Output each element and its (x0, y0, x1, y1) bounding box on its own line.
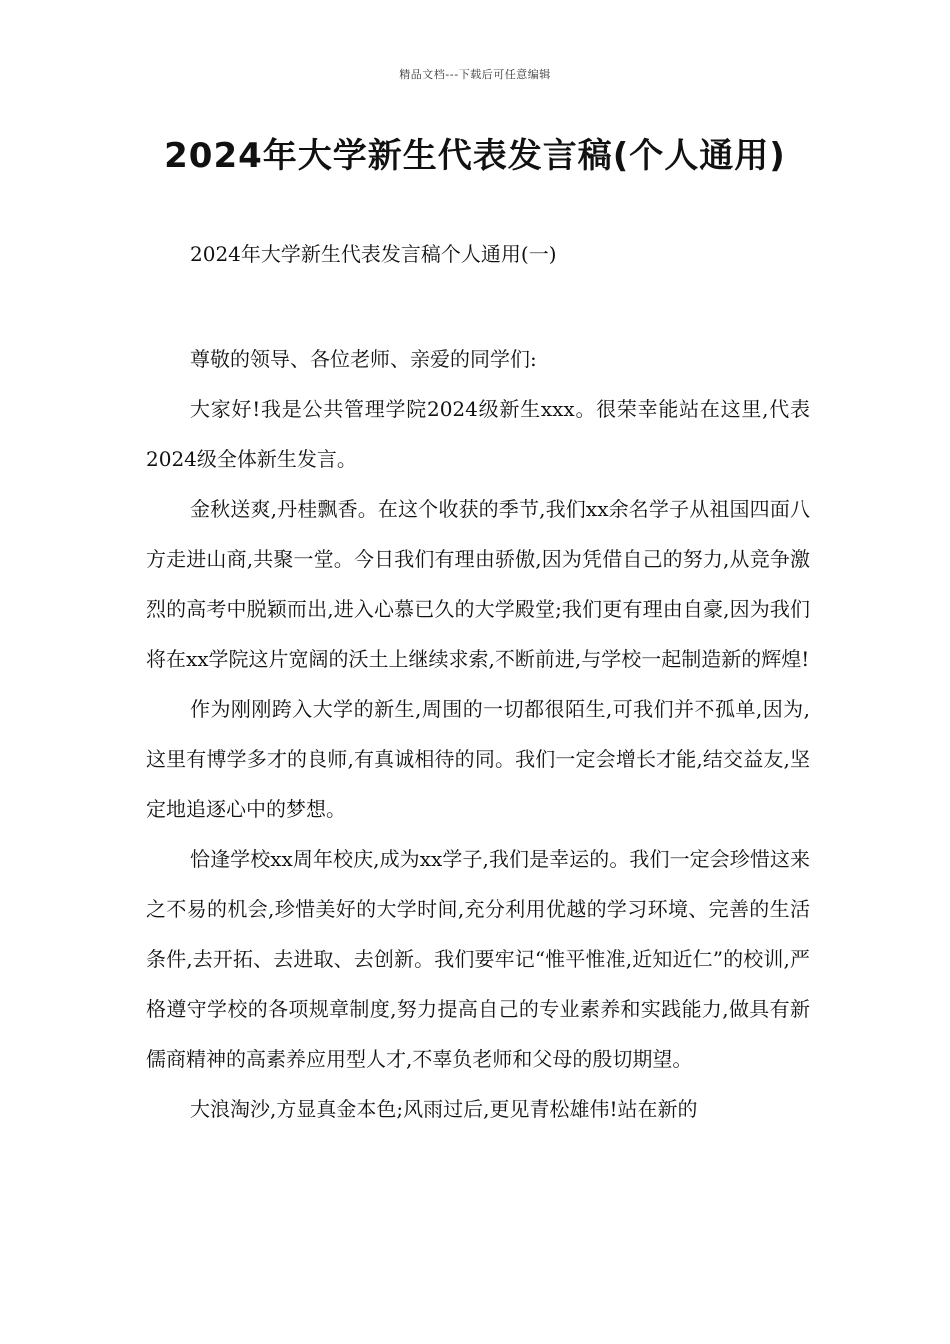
paragraph-closing: 大浪淘沙,方显真金本色;风雨过后,更见青松雄伟!站在新的 (190, 1097, 698, 1121)
paragraph-autumn: 金秋送爽,丹桂飘香。在这个收获的季节,我们xx余名学子从祖国四面八方走进山商,共聚一堂。今日我们有理由骄傲,因为凭借自己的努力,从竞争激烈的高考中脱颖而出,进入心慕已久的大学殿堂;我们更有理由自豪,因为我们将在xx学院这片宽阔的沃土上继续求索,不断前进,与学校一起制造新的辉煌! (146, 497, 810, 671)
paragraph-salutation: 尊敬的领导、各位老师、亲爱的同学们: (190, 347, 537, 371)
paragraph-greeting: 大家好!我是公共管理学院2024级新生xxx。很荣幸能站在这里,代表2024级全体新生发言。 (146, 397, 810, 471)
document-subtitle: 2024年大学新生代表发言稿个人通用(一) (190, 242, 557, 266)
document-title: 2024年大学新生代表发言稿(个人通用) (164, 136, 786, 176)
paragraph-anniversary: 恰逢学校xx周年校庆,成为xx学子,我们是幸运的。我们一定会珍惜这来之不易的机会,珍惜美好的大学时间,充分利用优越的学习环境、完善的生活条件,去开拓、去进取、去创新。我们要牢记“惟平惟准,近知近仁”的校训,严格遵守学校的各项规章制度,努力提高自己的专业素养和实践能力,做具有新儒商精神的高素养应用型人才,不辜负老师和父母的殷切期望。 (146, 847, 810, 1071)
document-body (146, 334, 810, 1134)
paragraph-newcomer: 作为刚刚跨入大学的新生,周围的一切都很陌生,可我们并不孤单,因为,这里有博学多才的良师,有真诚相待的同。我们一定会增长才能,结交益友,坚定地追逐心中的梦想。 (146, 697, 810, 821)
header-note: 精品文档---下载后可任意编辑 (399, 68, 551, 81)
